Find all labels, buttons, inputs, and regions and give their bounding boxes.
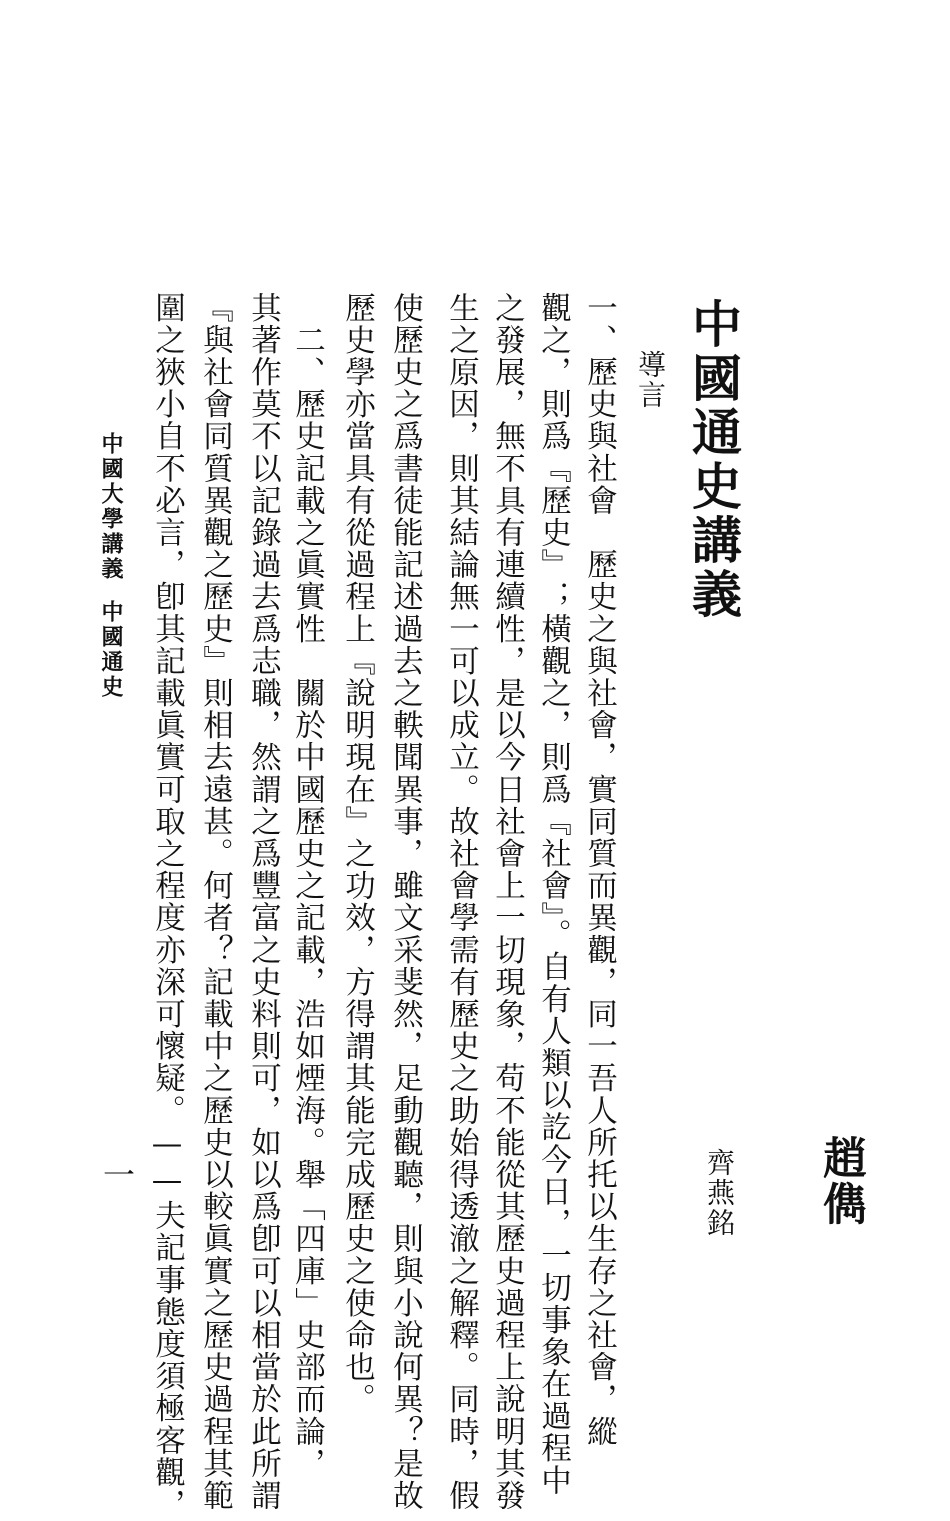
body-line-1: 一、歷史與社會 歷史之與社會，實同質而異觀，同一吾人所托以生存之社會，縱 <box>581 292 617 1448</box>
body-line-8: 其著作莫不以記錄過去爲志職，然謂之爲豐富之史料則可，如以爲卽可以相當於此所謂 <box>245 292 281 1512</box>
footer-book-label: 中國通史 <box>98 600 124 700</box>
body-line-7: 二、歷史記載之眞實性 關於中國歷史之記載，浩如煙海。舉「四庫」史部而論， <box>289 292 325 1480</box>
body-line-10: 圍之狹小自不必言，卽其記載眞實可取之程度亦深可懷疑。——夫記事態度須極客觀， <box>149 292 185 1521</box>
body-line-2: 觀之，則爲『歷史』；橫觀之，則爲『社會』。自有人類以訖今日，一切事象在過程中 <box>535 292 571 1497</box>
body-line-6: 歷史學亦當具有從過程上『說明現在』之功效，方得謂其能完成歷史之使命也。 <box>339 292 375 1416</box>
body-line-4: 生之原因，則其結論無一可以成立。故社會學需有歷史之助始得透澈之解釋。同時，假 <box>443 292 479 1512</box>
section-heading: 導言 <box>634 350 667 410</box>
book-title: 中國通史講義 <box>684 298 743 622</box>
body-line-5: 使歷史之爲書徒能記述過去之軼聞異事，雖文采斐然，足動觀聽，則與小說何異？是故 <box>387 292 423 1512</box>
body-line-3: 之發展，無不具有連續性，是以今日社會上一切現象，苟不能從其歷史過程上說明其發 <box>489 292 525 1512</box>
owner-seal-name: 趙儁 <box>815 1135 866 1227</box>
footer-series-label: 中國大學講義 <box>98 432 124 582</box>
body-line-9: 『與社會同質異觀之歷史』則相去遠甚。何者？記載中之歷史以較眞實之歷史過程其範 <box>197 292 233 1512</box>
page-number: 一 <box>103 1156 136 1194</box>
author-name: 齊燕銘 <box>703 1148 736 1238</box>
